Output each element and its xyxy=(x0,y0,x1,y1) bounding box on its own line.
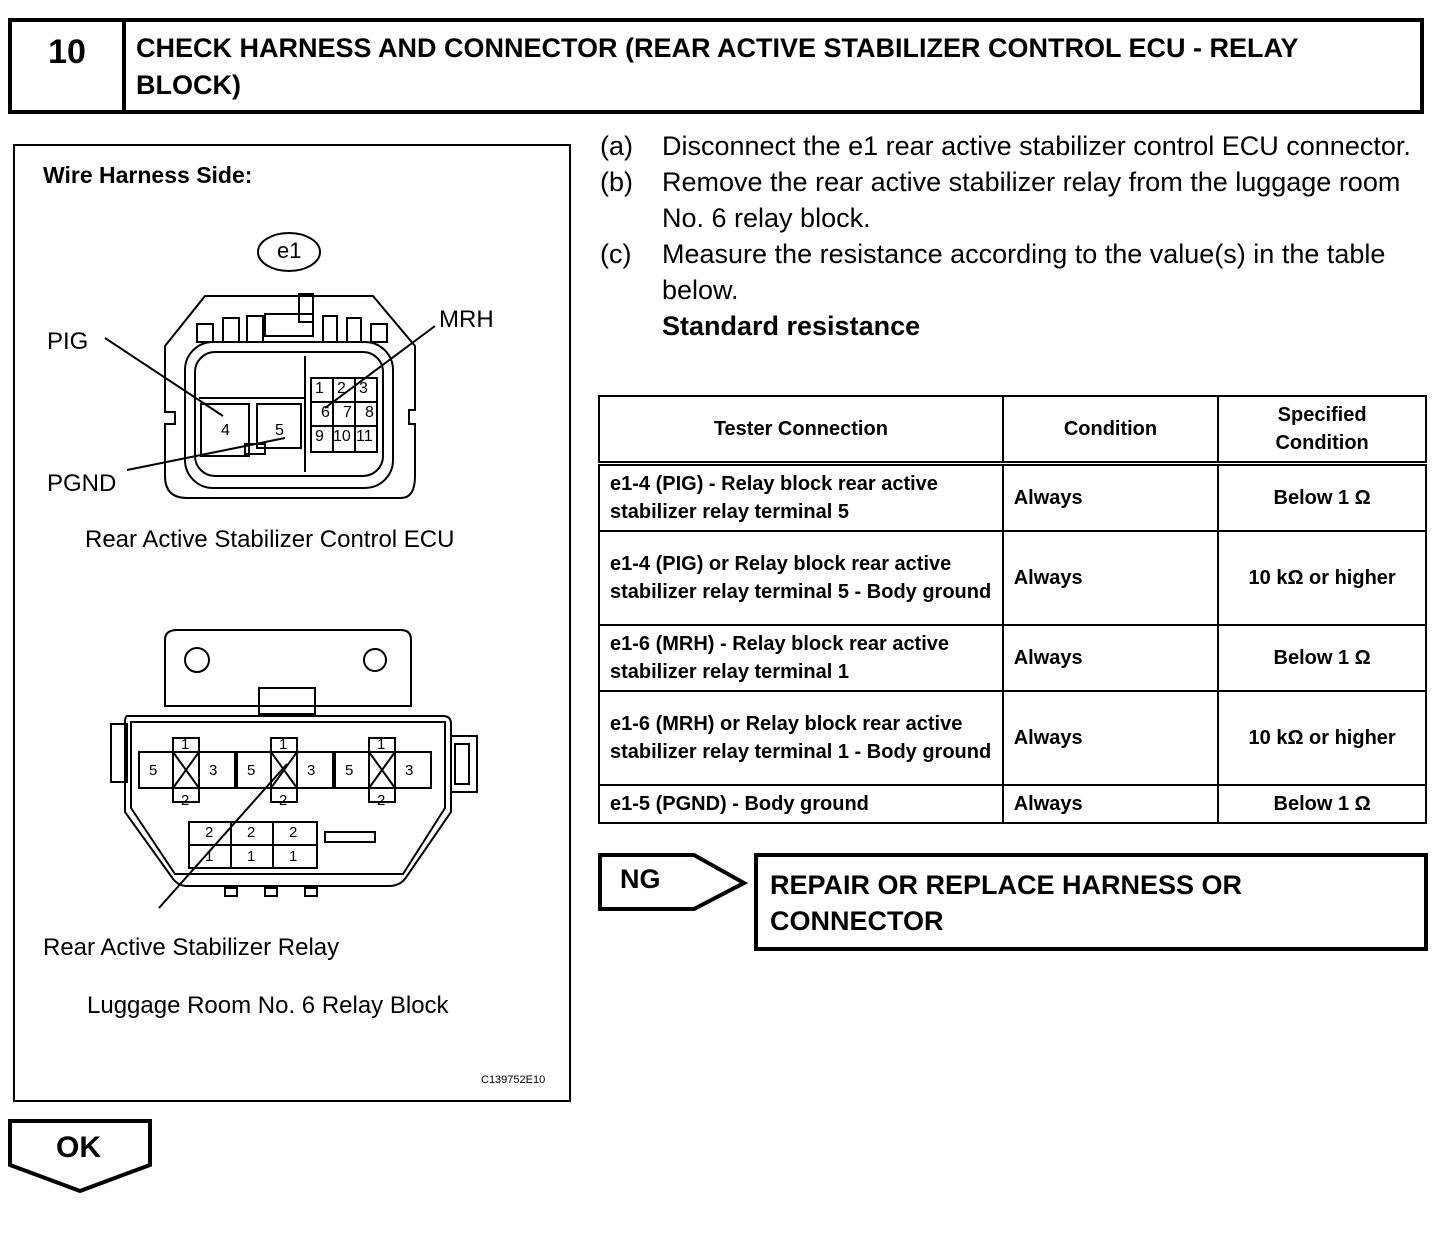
cell-condition: Always xyxy=(1003,464,1218,532)
small-socket-2-bottom: 1 xyxy=(247,848,256,865)
instruction-text: Measure the resistance according to the value(s) in the table below. xyxy=(662,239,1386,305)
relay-3-pin-right: 3 xyxy=(405,762,414,779)
ok-label: OK xyxy=(56,1131,101,1164)
ecu-pin-5: 5 xyxy=(275,422,284,439)
relay-3-pin-left: 5 xyxy=(345,762,354,779)
standard-resistance-label: Standard resistance xyxy=(662,311,921,341)
ecu-pin-2: 2 xyxy=(337,380,346,397)
relay-1-pin-top: 1 xyxy=(181,736,190,753)
ecu-caption: Rear Active Stabilizer Control ECU xyxy=(85,526,455,553)
relay-block-caption: Luggage Room No. 6 Relay Block xyxy=(87,992,449,1019)
instruction-a xyxy=(598,128,1428,164)
ecu-pin-7: 7 xyxy=(343,404,352,421)
header-condition: Condition xyxy=(1003,396,1218,464)
header-tester-connection: Tester Connection xyxy=(599,396,1003,464)
cell-condition: Always xyxy=(1003,531,1218,625)
standard-resistance-table xyxy=(598,395,1427,824)
instruction-b xyxy=(598,164,1428,236)
ecu-pin-4: 4 xyxy=(221,422,230,439)
ng-label: NG xyxy=(620,864,661,894)
table-row xyxy=(599,785,1426,823)
cell-specified-condition: 10 kΩ or higher xyxy=(1218,691,1426,785)
label-pig: PIG xyxy=(47,328,89,355)
cell-condition: Always xyxy=(1003,785,1218,823)
ecu-pin-11: 11 xyxy=(356,428,373,445)
cell-tester-connection: e1-6 (MRH) or Relay block rear active stabilizer relay terminal 1 - Body ground xyxy=(599,691,1003,785)
small-socket-3-top: 2 xyxy=(289,824,298,841)
ecu-latch xyxy=(299,294,313,322)
instruction-marker: (c) xyxy=(600,239,632,269)
step-header xyxy=(8,18,1424,114)
ecu-pin-3: 3 xyxy=(359,380,368,397)
header-specified-condition: Specified Condition xyxy=(1218,396,1426,464)
connector-code: e1 xyxy=(277,238,302,263)
cell-specified-condition: Below 1 Ω xyxy=(1218,625,1426,691)
ecu-pin-10: 10 xyxy=(333,428,351,445)
relay-block-top-tab xyxy=(165,630,411,706)
label-mrh: MRH xyxy=(439,306,494,333)
step-number: 10 xyxy=(12,22,126,110)
instructions xyxy=(598,128,1428,344)
ng-action-text: REPAIR OR REPLACE HARNESS OR CONNECTOR xyxy=(770,870,1243,936)
cell-specified-condition: 10 kΩ or higher xyxy=(1218,531,1426,625)
instruction-marker: (a) xyxy=(600,131,633,161)
ecu-pin-9: 9 xyxy=(315,428,324,445)
image-code: C139752E10 xyxy=(481,1074,546,1086)
table-row xyxy=(599,691,1426,785)
wiring-illustration xyxy=(13,144,571,1102)
cell-specified-condition: Below 1 Ω xyxy=(1218,785,1426,823)
ecu-pin-1: 1 xyxy=(315,380,324,397)
table-row xyxy=(599,625,1426,691)
small-socket-1-top: 2 xyxy=(205,824,214,841)
relay-2-pin-bottom: 2 xyxy=(279,792,288,809)
relay-2-pin-right: 3 xyxy=(307,762,316,779)
instruction-marker: (b) xyxy=(600,167,633,197)
cell-condition: Always xyxy=(1003,625,1218,691)
label-pgnd: PGND xyxy=(47,470,117,497)
relay-1-pin-right: 3 xyxy=(209,762,218,779)
relay-2-pin-left: 5 xyxy=(247,762,256,779)
step-title: CHECK HARNESS AND CONNECTOR (REAR ACTIVE STABILIZER CONTROL ECU - RELAY BLOCK) xyxy=(136,33,1299,100)
cell-tester-connection: e1-5 (PGND) - Body ground xyxy=(599,785,1003,823)
relay-2-pin-top: 1 xyxy=(279,736,288,753)
instruction-text: Disconnect the e1 rear active stabilizer control ECU connector. xyxy=(662,131,1411,161)
table-row xyxy=(599,531,1426,625)
relay-1-pin-bottom: 2 xyxy=(181,792,190,809)
figure-heading: Wire Harness Side: xyxy=(43,162,253,188)
relay-3-pin-bottom: 2 xyxy=(377,792,386,809)
ecu-connector-inner xyxy=(185,342,393,488)
cell-tester-connection: e1-4 (PIG) - Relay block rear active stabilizer relay terminal 5 xyxy=(599,464,1003,532)
relay-label: Rear Active Stabilizer Relay xyxy=(43,934,340,961)
small-socket-2-top: 2 xyxy=(247,824,256,841)
instruction-c xyxy=(598,236,1428,308)
ecu-pin-6: 6 xyxy=(321,404,330,421)
relay-3-pin-top: 1 xyxy=(377,736,386,753)
cell-tester-connection: e1-6 (MRH) - Relay block rear active stabilizer relay terminal 1 xyxy=(599,625,1003,691)
small-socket-1-bottom: 1 xyxy=(205,848,214,865)
ecu-lock-tab xyxy=(265,314,313,336)
cell-specified-condition: Below 1 Ω xyxy=(1218,464,1426,532)
table-row xyxy=(599,464,1426,532)
small-socket-3-bottom: 1 xyxy=(289,848,298,865)
instruction-text: Remove the rear active stabilizer relay from the luggage room No. 6 relay block. xyxy=(662,167,1401,233)
ng-action-box xyxy=(754,853,1428,951)
ecu-pin-8: 8 xyxy=(365,404,374,421)
relay-1-pin-left: 5 xyxy=(149,762,158,779)
cell-condition: Always xyxy=(1003,691,1218,785)
table-header-row xyxy=(599,396,1426,464)
cell-tester-connection: e1-4 (PIG) or Relay block rear active stabilizer relay terminal 5 - Body ground xyxy=(599,531,1003,625)
